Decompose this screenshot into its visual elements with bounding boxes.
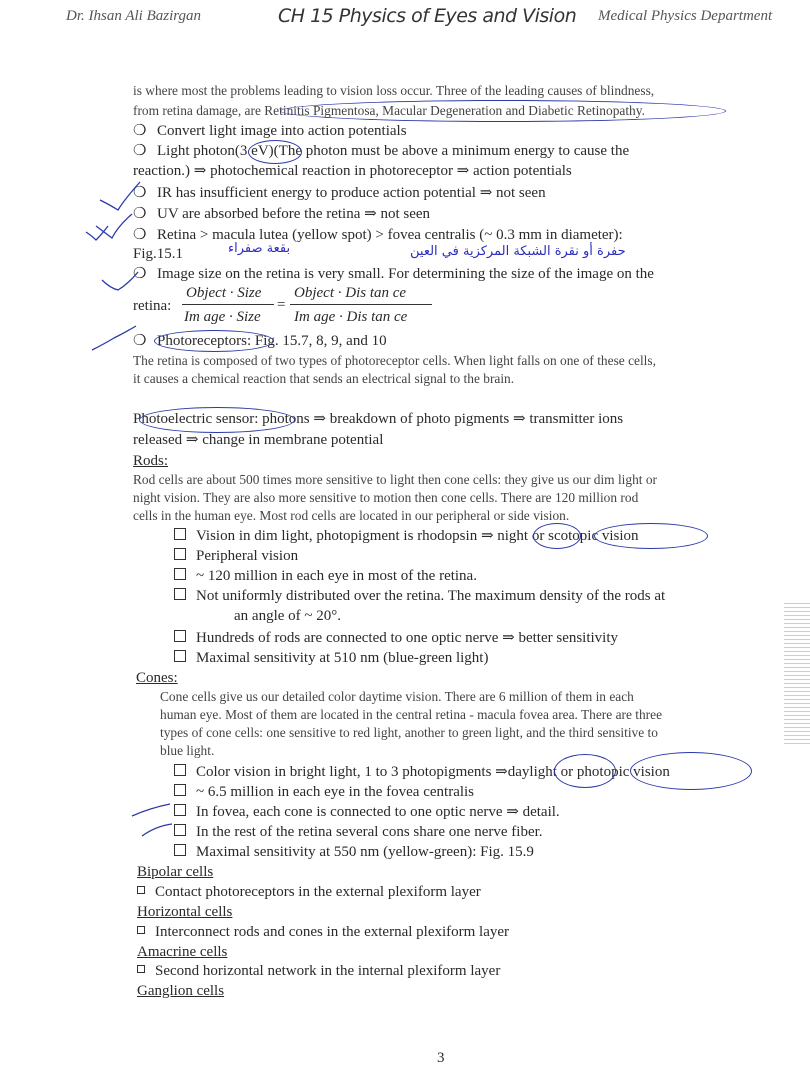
page-title: CH 15 Physics of Eyes and Vision bbox=[278, 5, 577, 27]
cones-para-3: types of cone cells: one sensitive to red light, another to green light, and the third sensitive to bbox=[160, 725, 658, 740]
bullet-image-size bbox=[133, 265, 654, 283]
rods-item-1-prefix: Vision in dim light, photopigment is rhodopsin ⇒ bbox=[196, 528, 494, 544]
rods-item-3 bbox=[174, 567, 477, 585]
formula-left-denominator: Im age · Size bbox=[184, 309, 261, 325]
photoelectric-line-2: released ⇒ change in membrane potential bbox=[133, 432, 384, 448]
cones-para-1: Cone cells give us our detailed color daytime vision. There are 6 million of them in each bbox=[160, 689, 634, 704]
rods-item-2 bbox=[174, 547, 298, 565]
tick-mark-cones-2 bbox=[142, 824, 172, 836]
tick-mark-uv bbox=[96, 214, 132, 238]
checkbox-icon bbox=[174, 548, 186, 560]
rods-item-4 bbox=[174, 587, 665, 605]
formula-retina-label: retina: bbox=[133, 298, 172, 314]
rods-item-1-night: night bbox=[497, 528, 529, 544]
circle-bullet-icon: ❍ bbox=[133, 227, 147, 243]
circle-bullet-icon: ❍ bbox=[133, 185, 147, 201]
bipolar-heading: Bipolar cells bbox=[137, 864, 214, 880]
cones-item-1-daylight: daylight bbox=[507, 764, 557, 780]
bullet-photon-cont: reaction.) ⇒ photochemical reaction in photoreceptor ⇒ action potentials bbox=[133, 163, 572, 179]
cones-item-3 bbox=[174, 803, 560, 821]
checkbox-icon bbox=[174, 844, 186, 856]
page-number: 3 bbox=[437, 1050, 445, 1066]
rods-item-6 bbox=[174, 649, 488, 667]
formula-left-numerator: Object · Size bbox=[186, 285, 262, 301]
rods-para-3: cells in the human eye. Most rod cells are located in our peripheral or side vision. bbox=[133, 508, 570, 523]
rods-item-4-text: Not uniformly distributed over the retina. The maximum density of the rods at bbox=[196, 588, 666, 604]
checkbox-icon bbox=[174, 804, 186, 816]
formula-equals: = bbox=[277, 297, 286, 313]
checkbox-icon bbox=[174, 528, 186, 540]
circle-bullet-icon: ❍ bbox=[133, 143, 147, 159]
circle-bullet-icon: ❍ bbox=[133, 123, 147, 139]
bullet-photon-circled: (3 eV) bbox=[234, 143, 274, 159]
cones-item-2-text: ~ 6.5 million in each eye in the fovea centralis bbox=[196, 784, 475, 800]
bullet-photon-suffix: (The photon must be above a minimum energy to cause the bbox=[273, 143, 630, 159]
horizontal-text bbox=[137, 923, 509, 941]
rods-item-1-or: or bbox=[531, 528, 545, 544]
intro-line-1: is where most the problems leading to vision loss occur. Three of the leading causes of blindness, bbox=[133, 83, 655, 98]
bullet-photon bbox=[133, 142, 629, 160]
cones-para-4: blue light. bbox=[160, 743, 215, 758]
formula-left-bar bbox=[182, 304, 274, 305]
formula-right-bar bbox=[290, 304, 432, 305]
formula-right-denominator: Im age · Dis tan ce bbox=[294, 309, 408, 325]
tick-mark-cones-1 bbox=[132, 804, 170, 816]
cones-item-5-text: Maximal sensitivity at 550 nm (yellow-green): Fig. 15.9 bbox=[196, 844, 534, 860]
circle-bullet-icon: ❍ bbox=[133, 206, 147, 222]
rods-item-1-scotopic: scotopic vision bbox=[548, 528, 639, 544]
checkbox-icon bbox=[174, 630, 186, 642]
rods-item-4-cont: an angle of ~ 20°. bbox=[234, 608, 341, 624]
cones-item-4 bbox=[174, 823, 543, 841]
cones-item-3-text: In fovea, each cone is connected to one optic nerve ⇒ detail. bbox=[196, 804, 560, 820]
header-department: Medical Physics Department bbox=[598, 8, 773, 24]
bullet-ir bbox=[133, 184, 546, 202]
intro-line-2-prefix: from retina damage, are bbox=[133, 103, 261, 118]
arabic-note-fovea: حفرة أو نقرة الشبكة المركزية في العين bbox=[410, 244, 626, 259]
retina-text-line-2: it causes a chemical reaction that sends an electrical signal to the brain. bbox=[133, 371, 515, 386]
bullet-convert bbox=[133, 122, 407, 140]
scan-edge-shadow bbox=[784, 600, 810, 745]
rods-item-6-text: Maximal sensitivity at 510 nm (blue-green light) bbox=[196, 650, 489, 666]
checkbox-icon bbox=[174, 764, 186, 776]
amacrine-heading: Amacrine cells bbox=[137, 944, 228, 960]
bipolar-text bbox=[137, 883, 481, 901]
cones-heading: Cones: bbox=[136, 670, 178, 686]
bullet-photoreceptors-circled: Photoreceptors: bbox=[157, 333, 252, 349]
rods-item-3-text: ~ 120 million in each eye in most of the retina. bbox=[196, 568, 477, 584]
horizontal-heading: Horizontal cells bbox=[137, 904, 233, 920]
square-bullet-icon bbox=[137, 886, 145, 894]
cones-item-1-photopic: photopic vision bbox=[576, 764, 670, 780]
cones-item-1-or: or bbox=[560, 764, 574, 780]
bullet-retina-text: Retina > macula lutea (yellow spot) > fovea centralis (~ 0.3 mm in diameter): bbox=[157, 227, 623, 243]
cones-item-2 bbox=[174, 783, 474, 801]
rods-heading: Rods: bbox=[133, 453, 169, 469]
intro-line-2 bbox=[133, 102, 645, 120]
checkbox-icon bbox=[174, 784, 186, 796]
retina-text-line-1: The retina is composed of two types of photoreceptor cells. When light falls on one of these cells, bbox=[133, 353, 656, 368]
bullet-photon-prefix: Light photon bbox=[157, 143, 235, 159]
bullet-retina bbox=[133, 226, 623, 244]
rods-item-1 bbox=[174, 527, 639, 545]
rods-para-1: Rod cells are about 500 times more sensitive to light then cone cells: they give us our dim light or bbox=[133, 472, 657, 487]
bipolar-text-content: Contact photoreceptors in the external plexiform layer bbox=[155, 884, 481, 900]
header-author: Dr. Ihsan Ali Bazirgan bbox=[66, 8, 202, 24]
bullet-ir-text: IR has insufficient energy to produce action potential ⇒ not seen bbox=[157, 185, 546, 201]
intro-circled-diseases: Retinitis Pigmentosa, Macular Degeneration and Diabetic Retinopathy. bbox=[264, 103, 645, 118]
bullet-uv bbox=[133, 205, 430, 223]
cones-item-5 bbox=[174, 843, 534, 861]
checkbox-icon bbox=[174, 650, 186, 662]
bullet-convert-text: Convert light image into action potentials bbox=[157, 123, 407, 139]
rods-item-5-text: Hundreds of rods are connected to one optic nerve ⇒ better sensitivity bbox=[196, 630, 619, 646]
photoelectric-circled: Photoelectric sensor: bbox=[133, 411, 259, 427]
circle-bullet-icon: ❍ bbox=[133, 333, 147, 349]
arabic-note-yellow-spot: بقعة صفراء bbox=[228, 241, 291, 256]
ganglion-heading: Ganglion cells bbox=[137, 983, 225, 999]
cones-item-1-prefix: Color vision in bright light, 1 to 3 photopigments ⇒ bbox=[196, 764, 508, 780]
bullet-image-size-text: Image size on the retina is very small. For determining the size of the image on the bbox=[157, 266, 654, 282]
photoelectric-suffix: photons ⇒ breakdown of photo pigments ⇒ transmitter ions bbox=[262, 411, 624, 427]
cones-para-2: human eye. Most of them are located in the central retina - macula fovea area. There are three bbox=[160, 707, 663, 722]
checkbox-icon bbox=[174, 568, 186, 580]
rods-item-2-text: Peripheral vision bbox=[196, 548, 299, 564]
bullet-photoreceptors-fig: Fig. 15.7, 8, 9, and 10 bbox=[254, 333, 387, 349]
tick-mark-photoreceptors bbox=[92, 326, 136, 350]
tick-mark-retina bbox=[86, 226, 108, 240]
horizontal-text-content: Interconnect rods and cones in the external plexiform layer bbox=[155, 924, 510, 940]
cones-item-4-text: In the rest of the retina several cons share one nerve fiber. bbox=[196, 824, 543, 840]
bullet-retina-fig: Fig.15.1 bbox=[133, 246, 184, 262]
bullet-photoreceptors bbox=[133, 332, 387, 350]
cones-item-1 bbox=[174, 763, 670, 781]
circle-bullet-icon: ❍ bbox=[133, 266, 147, 282]
square-bullet-icon bbox=[137, 926, 145, 934]
rods-para-2: night vision. They are also more sensitive to motion then cone cells. There are 120 million rod bbox=[133, 490, 639, 505]
rods-item-5 bbox=[174, 629, 618, 647]
photoelectric-line-1 bbox=[133, 410, 623, 428]
checkbox-icon bbox=[174, 588, 186, 600]
bullet-uv-text: UV are absorbed before the retina ⇒ not seen bbox=[157, 206, 431, 222]
formula-right-numerator: Object · Dis tan ce bbox=[294, 285, 407, 301]
square-bullet-icon bbox=[137, 965, 145, 973]
amacrine-text-content: Second horizontal network in the internal plexiform layer bbox=[155, 963, 501, 979]
amacrine-text bbox=[137, 962, 500, 980]
checkbox-icon bbox=[174, 824, 186, 836]
